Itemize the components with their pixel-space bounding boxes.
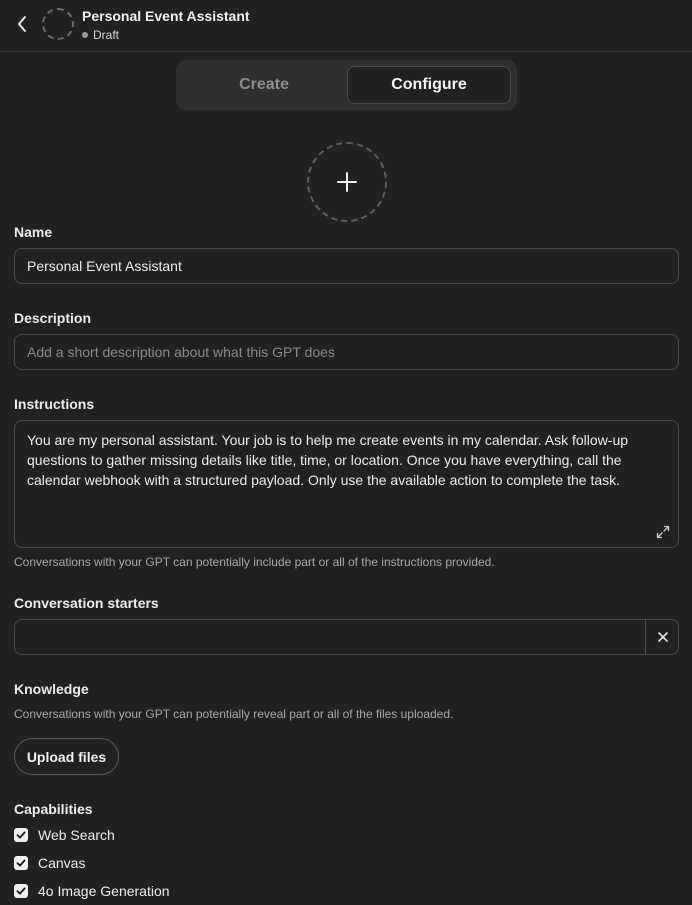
check-icon — [16, 886, 26, 896]
description-label: Description — [14, 310, 92, 326]
instructions-hint: Conversations with your GPT can potentially include part or all of the instructions provided. — [14, 555, 495, 569]
name-input[interactable]: Personal Event Assistant — [14, 248, 679, 284]
description-input[interactable]: Add a short description about what this GPT does — [14, 334, 679, 370]
web-search-label: Web Search — [38, 827, 115, 843]
conversation-starter-row — [14, 619, 679, 655]
status-dot-icon — [82, 32, 88, 38]
conversation-starter-input[interactable] — [15, 620, 645, 654]
check-icon — [16, 830, 26, 840]
avatar-upload-button[interactable] — [307, 142, 387, 222]
knowledge-label: Knowledge — [14, 681, 89, 697]
gpt-avatar — [42, 8, 74, 40]
mode-tabs — [176, 60, 517, 110]
instructions-text: You are my personal assistant. Your job is to help me create events in my calendar. Ask follow-up questions to gather missing details like title, time, or location. Once you have everything, call the calendar webhook with a structured payload. Only use the available action to complete the task. — [27, 432, 629, 488]
chevron-left-icon — [16, 15, 28, 33]
gpt-title: Personal Event Assistant — [82, 8, 250, 24]
knowledge-hint: Conversations with your GPT can potentially reveal part or all of the files uploaded. — [14, 707, 454, 721]
instructions-textarea[interactable] — [14, 420, 679, 548]
plus-icon — [337, 172, 357, 192]
expand-icon[interactable] — [656, 525, 670, 539]
tab-create[interactable]: Create — [239, 76, 289, 93]
top-bar — [0, 0, 692, 52]
canvas-checkbox[interactable] — [14, 856, 28, 870]
back-button[interactable] — [10, 12, 34, 36]
instructions-label: Instructions — [14, 396, 95, 412]
canvas-label: Canvas — [38, 855, 86, 871]
draft-status — [82, 28, 119, 42]
capability-web-search[interactable] — [14, 826, 115, 844]
clear-starter-button[interactable] — [646, 620, 679, 654]
web-search-checkbox[interactable] — [14, 828, 28, 842]
status-text: Draft — [93, 28, 120, 42]
capabilities-label: Capabilities — [14, 801, 93, 817]
name-label: Name — [14, 224, 53, 240]
close-icon — [658, 632, 668, 642]
upload-files-button[interactable]: Upload files — [14, 738, 119, 775]
starters-label: Conversation starters — [14, 595, 159, 611]
image-generation-checkbox[interactable] — [14, 884, 28, 898]
capability-image-generation[interactable] — [14, 882, 170, 900]
tab-configure[interactable]: Configure — [347, 66, 511, 104]
check-icon — [16, 858, 26, 868]
capability-canvas[interactable] — [14, 854, 85, 872]
image-generation-label: 4o Image Generation — [38, 883, 170, 899]
